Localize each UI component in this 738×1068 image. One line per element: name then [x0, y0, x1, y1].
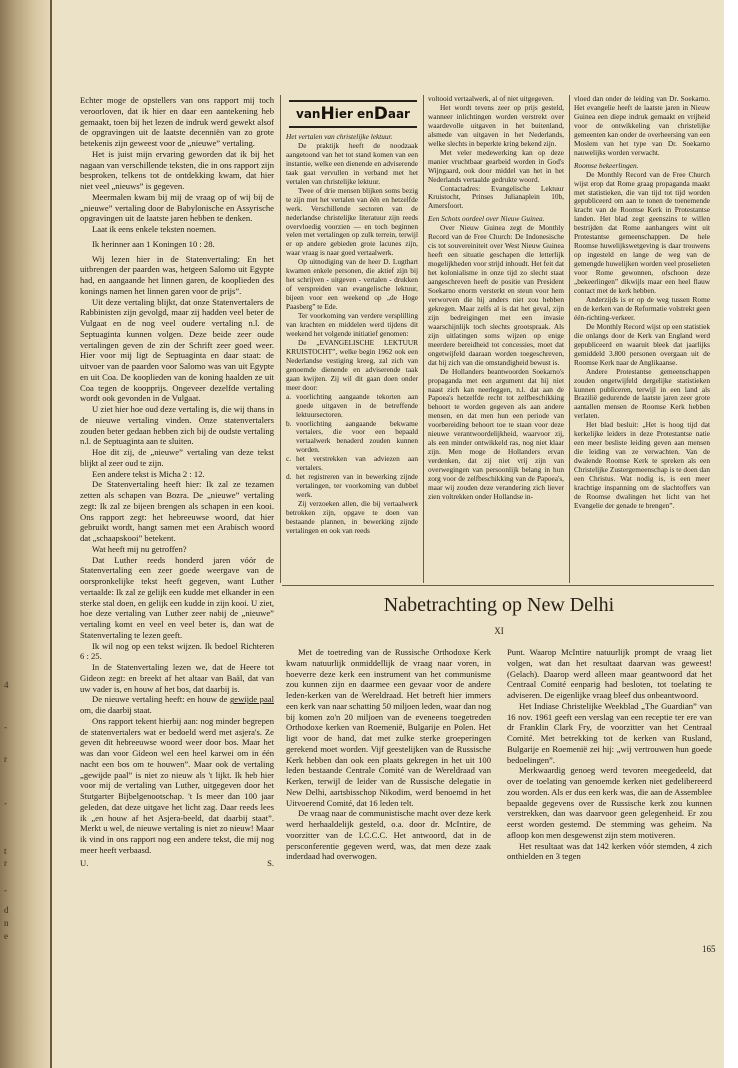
edge-char: r: [4, 858, 7, 868]
text-run: De nieuwe vertaling heeft: en houw de: [92, 694, 230, 705]
paragraph: Het Indiase Christelijke Weekblad „The Guardian” van 16 nov. 1961 geeft een verslag van een receptie ter ere van dr Franklin Clark Fry, de voorzitter van het Centraal Comité. Met betrekking tot de kerken van Rusland, Bulgarije en Roemenië zei hij: „wij vertrouwen hun goede bedoelingen”.: [507, 700, 712, 765]
paragraph: Zij verzoeken allen, die bij vertaalwerk betrokken zijn, opgave te doen van bestaande plannen, in bewerking zijnde vertalingen en ook van reeds: [286, 499, 418, 535]
news-column-2: [428, 95, 564, 502]
paragraph: Meermalen kwam bij mij de vraag op of wij bij de „nieuwe” vertaling door de Babylonische en Assyrische opgravingen uit de laatste jaren hebben te denken.: [80, 191, 274, 224]
edge-char: e: [4, 931, 8, 941]
subheading: Het vertalen van christelijke lektuur.: [286, 132, 393, 141]
paragraph: De Monthly Record wijst op een statistiek die onlangs door de Kerk van England werd gepubliceerd en waaruit bleek dat jaarlijks gemiddeld 3.800 personen overgaan uit de Roomse Kerk naar de Anglikaanse.: [574, 321, 710, 367]
underlined-phrase: gewijde paal: [229, 694, 274, 705]
article-column-lower-right: [507, 647, 712, 862]
paragraph: Ik herinner aan 1 Koningen 10 : 28.: [92, 238, 215, 249]
edge-char: n: [4, 918, 9, 928]
paragraph: U ziet hier hoe oud deze vertaling is, die wij thans in de nieuwe vertaling vinden. Onze statenvertalers zouden beter gedaan hebben zich bij de oudste vertaling n.l. de Septuaginta aan te sluiten.: [80, 404, 274, 447]
paragraph: Hoe dit zij, de „nieuwe” vertaling van deze tekst blijkt al zeer oud te zijn.: [80, 447, 274, 468]
edge-char: 4: [4, 680, 9, 690]
paragraph: Anderzijds is er op de weg tussen Rome en de kerken van de Reformatie volstrekt geen één-richting-verkeer.: [574, 294, 710, 322]
article-part-number: XI: [494, 626, 504, 636]
paragraph: Het resultaat was dat 142 kerken vóór stemden, 4 zich onthielden en 3 tegen: [507, 840, 712, 862]
list-item: [286, 420, 418, 456]
paragraph: Andere Protestantse gemeenschappen zouden ongetwijfeld dergelijke statistieken kunnen publiceren, terwijl in een land als Brazilië gedurende de laatste jaren zeer grote aantallen mensen de Roomse Kerk hebben verlaten.: [574, 366, 710, 421]
banner-text: ier en: [334, 107, 374, 121]
paragraph: De „EVANGELISCHE LEKTUUR KRUISTOCHT”, welke begin 1962 ook een Nederlandse vestiging kreeg, zal zich van genoemde dienende en adviserende taak gaan kwijten. Zij wil dit gaan doen onder meer door:: [286, 337, 418, 392]
list-marker: d.: [286, 472, 292, 482]
section-rule: [282, 585, 714, 586]
paragraph: De Statenvertaling heeft hier: Ik zal ze tezamen zetten als schapen van Bozra. De „nieuwe” vertaling zegt: Ik zal ze bijeen brengen als schapen in een kooi. Ons rapport zegt: het hebreeuwse woord, dat hier gebruikt wordt, hangt samen met een Arabisch woord dat „schaapskooi” betekent.: [80, 479, 274, 543]
paragraph: Over Nieuw Guinea zegt de Monthly Record van de Free Church: De Indonesische cis tot souvereiniteit over West Nieuw Guinea heeft een situatie geschapen die letterlijk mogelijkheden voor strijd inhoudt. Het feit dat het kolonialisme in onze tijd zo slecht staat aangeschreven heeft de positie van President Soekarno enorm versterkt en steun voor hem verworven die hij anders niet zou hebben gekregen. Maar zelfs al is dat het geval, zijn zijn bedreigingen met een invasie waarschijnlijk toch slechts grootspraak. Als zijn uitlatingen soms wijzen op enige meerdere bereidheid tot concessies, moet dat ongetwijfeld daaraan worden toegeschreven, dat hij zich van die omstandigheid bewust is.: [428, 223, 564, 367]
edge-char: -: [4, 798, 7, 808]
banner-initial: H: [320, 104, 335, 124]
paragraph: Echter moge de opstellers van ons rapport mij toch veroorloven, dat ik hier en daar een aantekening heb gemaakt, toen bij het lezen de indruk werd gewekt alsof de opgravingen uit de laatste decenniën van zo grote betekenis zijn geweest voor de „nieuwe” vertaling.: [80, 95, 274, 148]
paragraph: Het is juist mijn ervaring geworden dat ik bij het nagaan van verschillende teksten, die in ons rapport zijn besproken, telkens tot de ontdekking kwam, dat hier niet veel „nieuws” is gegeven.: [80, 148, 274, 191]
list-item: [286, 455, 418, 473]
paragraph: vloed dan onder de leiding van Dr. Soekarno. Het evangelie heeft de laatste jaren in Nieuw Guinea een diepe indruk gemaakt en vrijheid voor de ontwikkeling van christelijke gemeenten kan onder de overheersing van een Moslem van het type van Dr. Soekarno nauwelijks worden verwacht.: [574, 94, 710, 157]
paragraph: De Hollanders beantwoorden Soekarno's propaganda met een argument dat hij niet naast zich kan neerleggen, n.l. dat aan de Papoea's hetzelfde recht tot zelfbeschikking behoort te worden gegeven als aan andere mensen, en dat men hun een periode van voorbereiding behoort toe te staan voor deze nieuwe verantwoordelijkheid, waarvoor zij, als een minder ontwikkeld ras, nog niet klaar zijn. Men moge de Hollanders ervan verdenken, dat zij niet vrij zijn van overwegingen van persoonlijk belang in hun zorg voor de zelfbeschikking van de Papoea's, maar wij zouden deze verandering zich liever zien voltrekken onder Hollandse in-: [428, 366, 564, 501]
paragraph: In de Statenvertaling lezen we, dat de Heere tot Gideon zegt: en breekt af het altaar van Baäl, dat van uw vader is, en houw af het bos, dat daarbij is.: [80, 662, 274, 694]
list-item: [286, 473, 418, 500]
paragraph: De Monthly Record van de Free Church wijst erop dat Rome graag propaganda maakt met statistieken, die van tijd tot tijd worden gepubliceerd om aan te tonen de toenemende kracht van de Roomse Kerk in Protestantse landen. Het blad zegt geenszins te willen bestrijden dat Rome aanhangers wint uit Protestantse gemeenschappen. De hele Roomse huwelijkswetgeving is daar trouwens op ingesteld en lange de weg van de gemengde huwelijken worden veel proselieten voor Rome gewonnen, ofschoon deze „bekeerlingen” dikwijls maar een heel flauw contact met de kerk hebben.: [574, 169, 710, 296]
paragraph: Met veler medewerking kan op deze manier vruchtbaar gearbeid worden in God's Wijngaard, ook door middel van het in het Nederlands vertaalde gedrukte woord.: [428, 147, 564, 184]
banner-initial: D: [373, 104, 388, 124]
edge-char: -: [4, 885, 7, 895]
article-title: Nabetrachting op New Delhi: [383, 594, 615, 616]
list-text: voorlichting aangaande tekorten aan goede uitgaven in de betreffende lektuursectoren.: [296, 391, 418, 419]
section-banner: [289, 100, 417, 128]
paragraph: Met de toetreding van de Russische Orthodoxe Kerk kwam natuurlijk onmiddellijk de vraag naar voren, in hoeverre deze kerk een instrument van het communisme zou kunnen zijn en daarmee een gevaar voor de andere leden-kerken van de Wereldraad. Het betreft hier immers een kerk van naar schatting 50 miljoen leden, waar dan nog bij komen zo'n 20 miljoen van de eveneens toegetreden Orthodoxe kerken van Roemenië, Bulgarije en Polen. Het ligt voor de hand, dat met zulke sterke groeperingen gerekend moet worden. Vijf geestelijken van de Russische Kerk hebben dan ook een plaats gekregen in het uit 100 leden bestaande Centrale Comité van de Wereldraad van Kerken, terwijl de leider van de Russische delegatie in New Delhi, aartsbisschop Nikodim, werd benoemd in het Uitvoerend Comité, dat 16 leden telt.: [286, 647, 491, 808]
column-rule: [280, 95, 281, 583]
paragraph: Het blad besluit: „Het is hoog tijd dat kerkelijke leiders in deze Protestantse natie een meer besliste leiding geven aan mensen die leiding van ze verwachten. Van de dwalende Roomse Kerk te spreken als een Christelijke Zustergemeenschap is te doen dan een Christus. Wat nodig is, is een meer krachtige inspanning om de slachtoffers van de Roomse dwalingen het licht van het Evangelie der genade te brengen”.: [574, 420, 710, 510]
paragraph: De praktijk heeft de noodzaak aangetoond van het tot stand komen van een instantie, welke een dienende en adviserende taak gaat vervullen in verband met het vertalen van christelijke lektuur.: [286, 140, 418, 186]
paragraph: Uit deze vertaling blijkt, dat onze Statenvertalers de Rabbinisten zijn gevolgd, maar zij hadden veel beter de Vulgaat en de nog veel oudere vertaling n.l. de Septuaginta kunnen volgen. Deze beide zeer oude vertalingen geven de zin der Schrift zeer goed weer. Hier voor mij ligt de Septuaginta en daar staat: de uitvoer van de paarden voor Salomo was van uit Egypte en uit Coa. De kooplieden van de koning haalden ze uit Coa tegen de koopprijs. Ongeveer dezelfde vertaling wordt ook gevonden in de Vulgaat.: [80, 296, 274, 404]
paragraph: Op uitnodiging van de heer D. Lugthart kwamen enkele personen, die aktief zijn bij het schrijven - uitgeven - vertalen - drukken of verspreiden van evangelische lektuur, bijeen voor een weekend op „de Hoge Paasberg” te Ede.: [286, 257, 418, 312]
list-text: voorlichting aangaande bekwame vertalers, die voor een bepaald vertaalwerk benaderd zouden kunnen worden.: [296, 418, 418, 455]
paragraph: Merkwaardig genoeg werd tevoren meegedeeld, dat over de toelating van genoemde kerken niet gedelibereerd zou worden. Als er dus een kerk was, die aan de Assemblee bepaalde gegevens over de Russische kerk zou kunnen verstrekken, dan was daarvoor geen gelegenheid. Er zou eerst worden gestemd. De stemming was geheim. Na afloop kon men desgewenst zijn stem motiveren.: [507, 765, 712, 840]
signature-initial-left: U.: [80, 857, 89, 868]
column-rule: [569, 95, 570, 583]
edge-char: -: [4, 722, 7, 732]
article-column-lower-left: [286, 647, 491, 862]
news-column-3: [574, 95, 710, 511]
banner-text: aar: [387, 107, 410, 121]
edge-char: d: [4, 905, 9, 915]
paragraph: Dat Luther reeds honderd jaren vóór de Statenvertaling een zeer goede weergave van de oorspronkelijke tekst heeft gegeven, want Luther vertaalde: Ik zal ze gelijk een kudde met elkander in een sterke stal doen, en gelijk een kudde in zijn kooi. U ziet, hoe deze vertaling van Luther zeer nabij de „nieuwe” vertaling komt en veel en veel beter is, dan wat de Statenvertaling te lezen geeft.: [80, 554, 274, 640]
text-run: om, die daarbij staat.: [80, 705, 152, 715]
edge-char: r: [4, 754, 7, 764]
column-rule: [423, 95, 424, 583]
paragraph: Het wordt tevens zeer op prijs gesteld, wanneer inlichtingen worden verstrekt over waardevolle uitgaven in het buitenland, alsmede van uitgaven in het Nederlands, welke slechts in beperkte kring bekend zijn.: [428, 102, 564, 148]
paragraph: voltooid vertaalwerk, al of niet uitgegeven.: [428, 94, 554, 103]
paragraph: Laat ik eens enkele teksten noemen.: [92, 224, 217, 234]
paragraph: Wij lezen hier in de Statenvertaling: En het uitbrengen der paarden was, hetgeen Salomo uit Egypte had, en aangaande het linnen garen, de kooplieden des konings namen het linnen garen voor de prijs”.: [80, 253, 274, 296]
subheading: Een Schots oordeel over Nieuw Guinea.: [428, 214, 545, 224]
list-marker: b.: [286, 418, 292, 428]
paragraph: Punt. Waarop McIntire natuurlijk prompt de vraag liet volgen, wat dan het resultaat daarvan was geweest! (Gelach). Daarop werd alleen maar geantwoord dat het Centraal Comité eenparig had besloten, tot toelating te adviseren. De eigenlijke vraag bleef dus onbeantwoord.: [507, 647, 712, 700]
paragraph: Ik wil nog op een tekst wijzen. Ik bedoel Richteren 6 : 25.: [80, 640, 274, 662]
paragraph: [80, 694, 274, 716]
subheading: Roomse bekeerlingen.: [574, 160, 639, 170]
paragraph: Ter voorkoming van verdere versplilling van krachten en middelen werd tijdens dit weekend het volgende initiatief genomen:: [286, 311, 418, 338]
page-number: 165: [702, 944, 716, 954]
paragraph: Wat heeft mij nu getroffen?: [92, 543, 187, 554]
news-column-1: [286, 133, 418, 536]
paragraph: Een andere tekst is Micha 2 : 12.: [92, 468, 205, 479]
paragraph: Ons rapport tekent hierbij aan: nog minder begrepen de statenvertalers wat er bedoeld werd met asjera's. Ze geven dit hebreeuwse woord weer door bos. Maar het was dan voor Gideon wel een heel karwei om in één nacht een bos om te houwen”. Maar ook de vertaling „gewijde paal” is niet zo nieuw als 't lijkt. Ik heb hier voor mij de vertaling van Luther, uitgegeven door het Stutgarter Bijbelgenootschap. 't Is meer dan 100 jaar geleden, dat deze uitgave het licht zag. Daar reeds lees ik „en houw af het Asjera-beeld, dat daarbij staat”. Merkt u wel, de nieuwe vertaling is niet zo nieuw! Maar ik vind in ons rapport nog een andere tekst, die mij nog meer heeft verbaasd.: [80, 715, 274, 855]
list-marker: a.: [286, 391, 292, 401]
paragraph: Twee of drie mensen blijken soms bezig te zijn met het vertalen van één en hetzelfde werk. Verschillende sectoren van de nederlandse christelijke literatuur zijn reeds overvloedig voorzien — en toch beginnen velen met vertalingen op zulk terrein, terwijl er op andere gebieden grote lacunes zijn, waar vraag is naar goed vertaalwerk.: [286, 185, 418, 258]
list-marker: c.: [286, 454, 292, 464]
article-column-left: [80, 95, 274, 868]
signature-line: [80, 858, 274, 869]
list-text: het registreren van in bewerking zijnde vertalingen, ter voorkoming van dubbel werk.: [296, 472, 418, 500]
edge-char: t: [4, 846, 7, 856]
list-text: het verstrekken van adviezen aan vertalers.: [296, 454, 418, 473]
paragraph: Contactadres: Evangelische Lektuur Kruistocht, Prinses Julianaplein 10b, Amersfoort.: [428, 183, 564, 211]
signature-initial-right: S.: [267, 857, 274, 868]
paragraph: De vraag naar de communistische macht over deze kerk werd herhaaldelijk gesteld, o.a. door dr. McIntire, de voorzitter van de I.C.C.C. Het antwoord, dat in de persconferentie gegeven werd, was, dat men deze zaak inderdaad had overwogen.: [286, 808, 491, 862]
banner-text: van: [296, 107, 321, 121]
list-item: [286, 393, 418, 420]
